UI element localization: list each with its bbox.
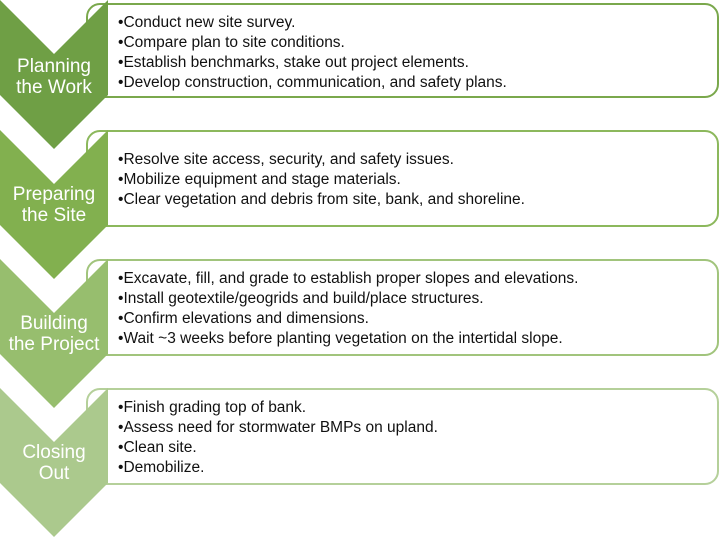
list-item: • Conduct new site survey.	[118, 13, 717, 33]
list-item: • Develop construction, communication, and safety plans.	[118, 73, 717, 93]
list-item: • Compare plan to site conditions.	[118, 33, 717, 53]
list-item: • Resolve site access, security, and safety issues.	[118, 150, 717, 170]
list-item: • Wait ~3 weeks before planting vegetation on the intertidal slope.	[118, 329, 717, 349]
list-item: • Establish benchmarks, stake out project elements.	[118, 53, 717, 73]
list-item: • Finish grading top of bank.	[118, 398, 717, 418]
list-item: • Install geotextile/geogrids and build/place structures.	[118, 289, 717, 309]
stage-4-chevron	[0, 388, 108, 538]
stage-3-label	[0, 313, 108, 355]
stage-4-label-line1: Closing	[22, 442, 86, 463]
list-item: • Mobilize equipment and stage materials.	[118, 170, 717, 190]
stage-4-label-line2: Out	[38, 463, 70, 484]
stage-1-label-line1: Planning	[17, 56, 91, 77]
stage-3-chevron	[0, 259, 108, 409]
stage-4-label	[0, 442, 108, 484]
stage-4-box	[86, 388, 719, 485]
stage-2-label	[0, 184, 108, 226]
stage-2-chevron	[0, 130, 108, 280]
list-item: • Excavate, fill, and grade to establish proper slopes and elevations.	[118, 269, 717, 289]
list-item: • Confirm elevations and dimensions.	[118, 309, 717, 329]
stage-1-label	[0, 56, 108, 98]
stage-2-box	[86, 130, 719, 227]
stage-3-label-line2: the Project	[8, 334, 100, 355]
stage-4-list	[118, 398, 717, 478]
list-item: • Clean site.	[118, 438, 717, 458]
stage-1-list	[118, 13, 717, 93]
list-item: • Demobilize.	[118, 458, 717, 478]
stage-3-box	[86, 259, 719, 356]
stage-1-chevron	[0, 0, 108, 150]
stage-3-list	[118, 269, 717, 349]
stage-2-label-line1: Preparing	[12, 184, 96, 205]
list-item: • Clear vegetation and debris from site, bank, and shoreline.	[118, 190, 717, 210]
stage-2-list	[118, 150, 717, 210]
stage-2-label-line2: the Site	[21, 205, 87, 226]
stage-1-label-line2: the Work	[16, 77, 92, 98]
stage-3-label-line1: Building	[20, 313, 88, 334]
stage-1-box	[86, 3, 719, 98]
list-item: • Assess need for stormwater BMPs on upland.	[118, 418, 717, 438]
